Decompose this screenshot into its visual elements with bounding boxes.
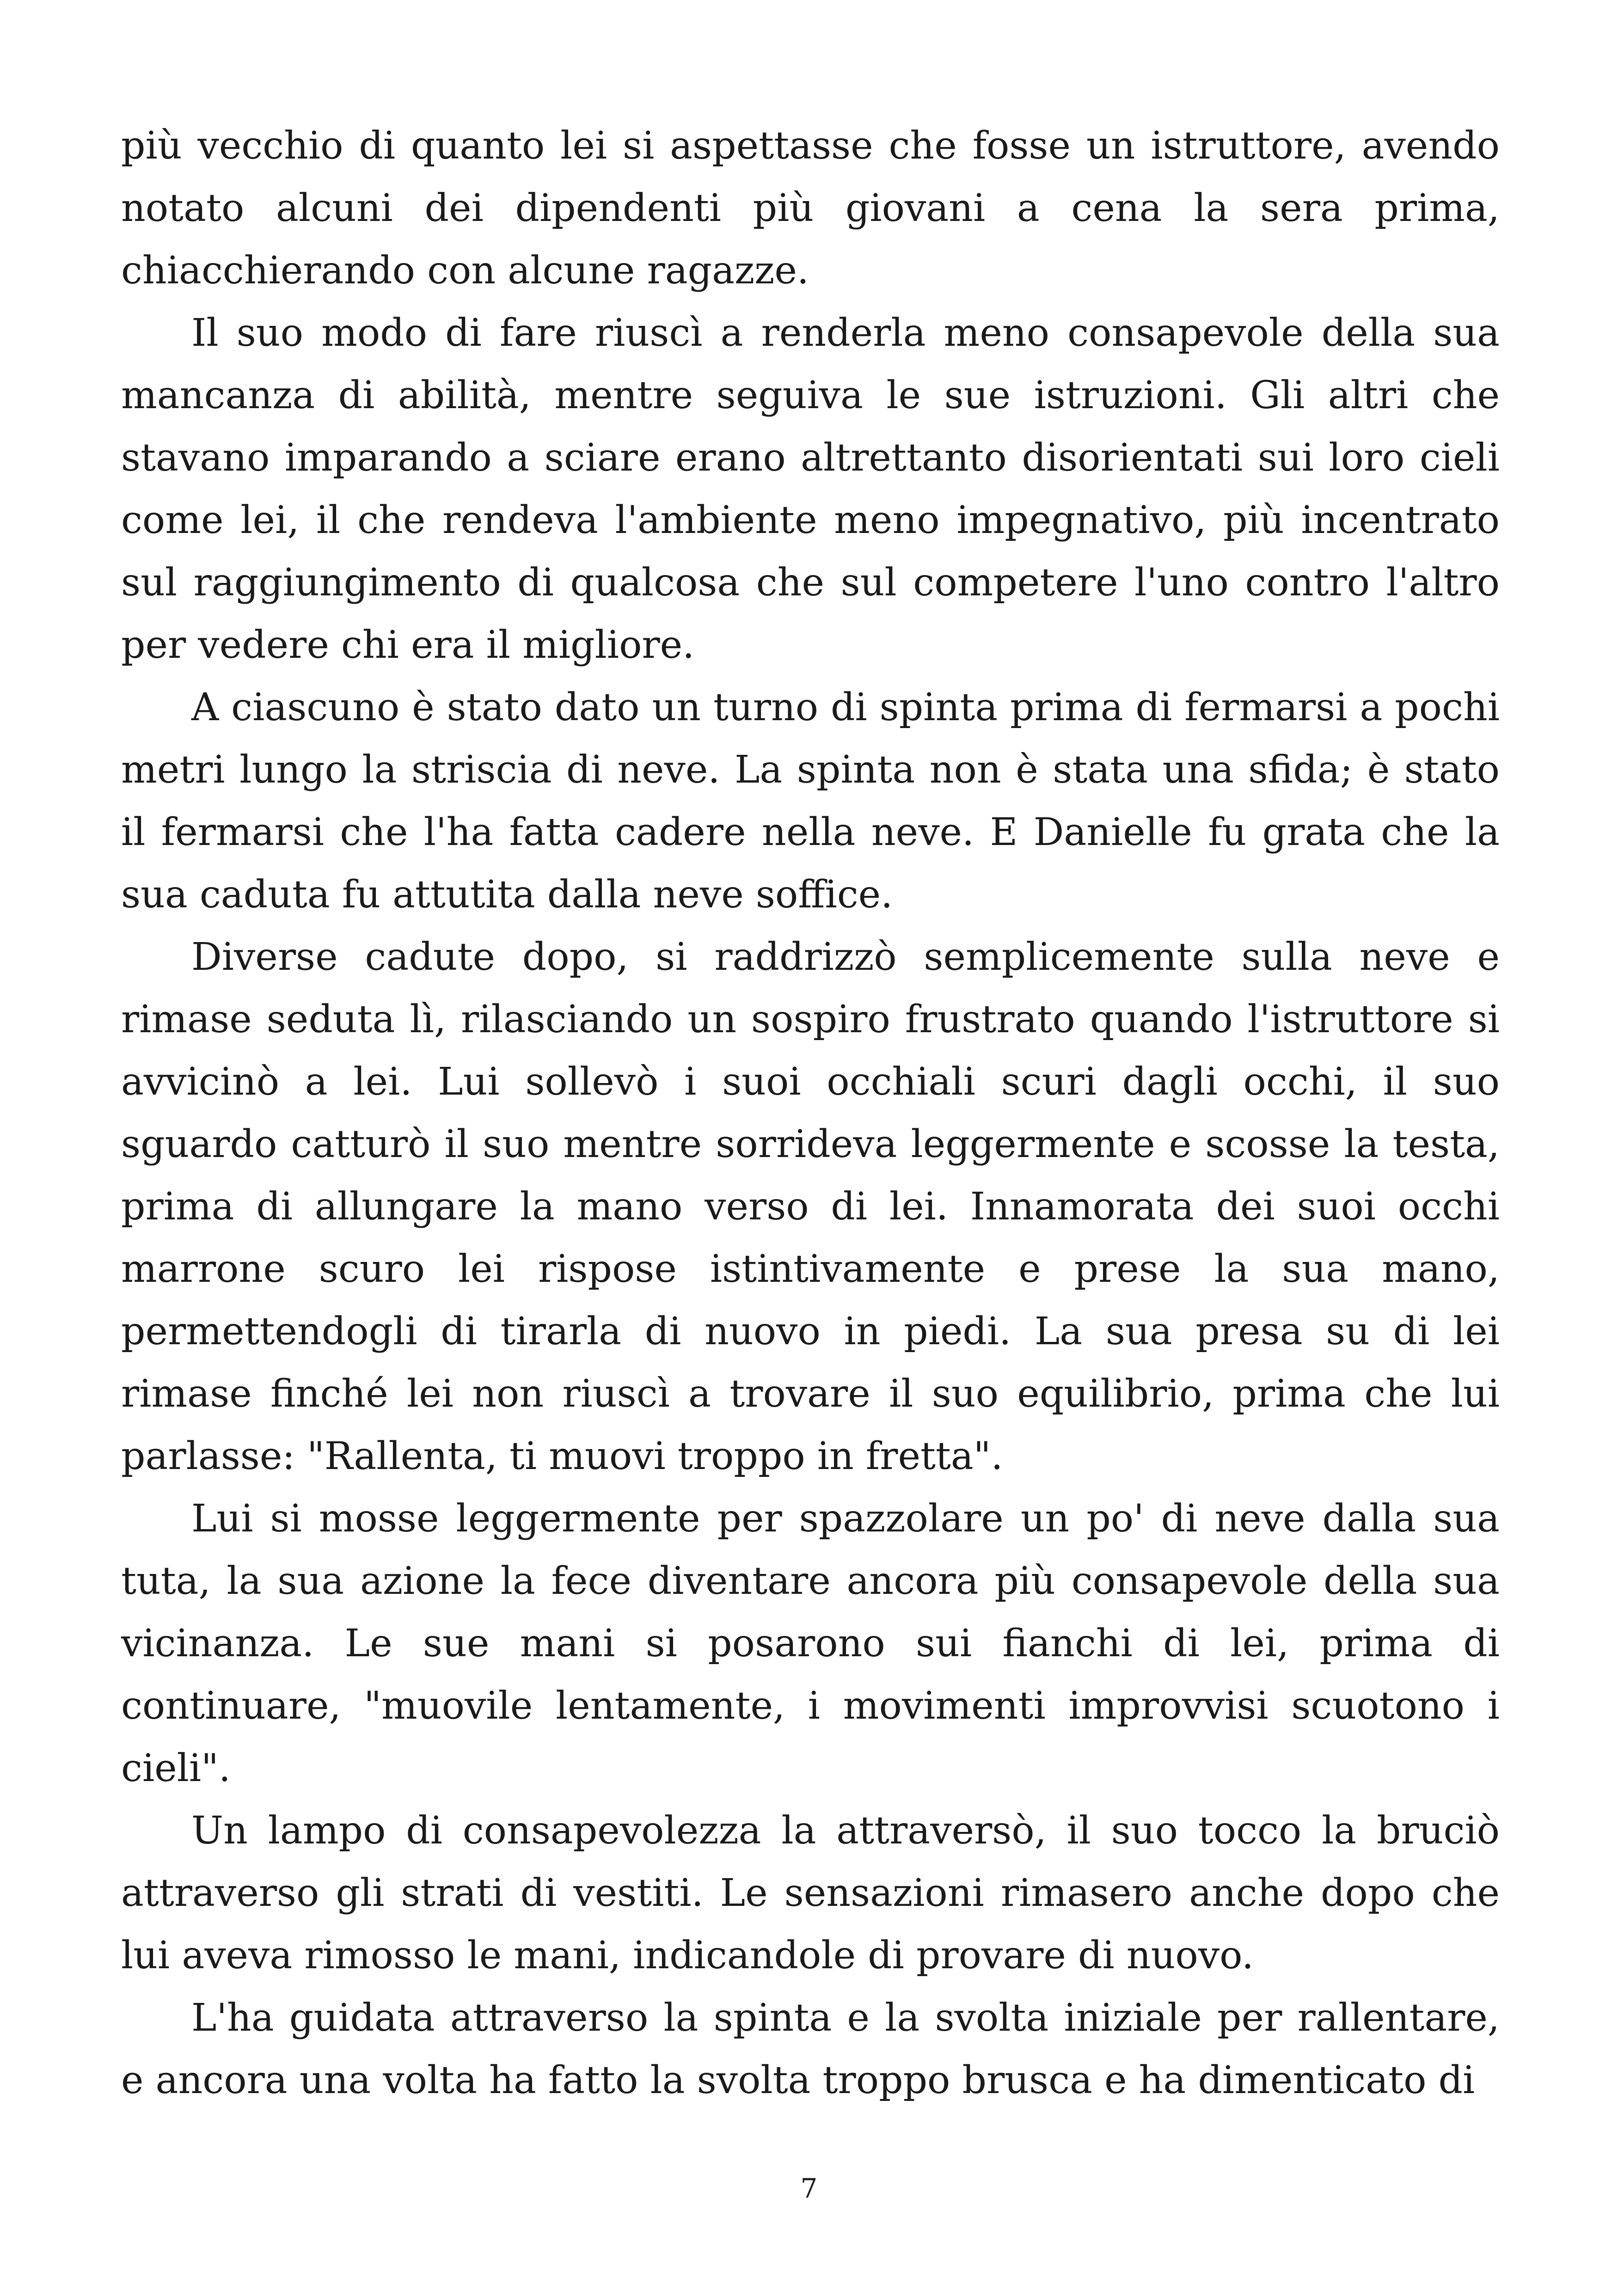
body-text — [121, 115, 1500, 2112]
paragraph-7: L'ha guidata attraverso la spinta e la svolta iniziale per rallentare, e ancora una volta ha fatto la svolta troppo brusca e ha dimenticato di — [121, 1996, 1500, 2102]
paragraph-2: Il suo modo di fare riuscì a renderla meno consapevole della sua mancanza di abilità, mentre seguiva le sue istruzioni. Gli altri che stavano imparando a sciare erano altrettanto disorientati sui loro cieli come lei, il che rendeva l'ambiente meno impegnativo, più incentrato sul raggiungimento di qualcosa che sul competere l'uno contro l'altro per vedere chi era il migliore. — [121, 311, 1500, 667]
paragraph-5: Lui si mosse leggermente per spazzolare un po' di neve dalla sua tuta, la sua azione la fece diventare ancora più consapevole della sua vicinanza. Le sue mani si posarono sui fianchi di lei, prima di continuare, "muovile lentamente, i movimenti improvvisi scuotono i cieli". — [121, 1497, 1500, 1790]
paragraph-6: Un lampo di consapevolezza la attraversò, il suo tocco la bruciò attraverso gli strati di vestiti. Le sensazioni rimasero anche dopo che lui aveva rimosso le mani, indicandole di provare di nuovo. — [121, 1809, 1500, 1978]
paragraph-1: più vecchio di quanto lei si aspettasse che fosse un istruttore, avendo notato alcuni dei dipendenti più giovani a cena la sera prima, chiacchierando con alcune ragazze. — [121, 124, 1500, 293]
page-number: 7 — [800, 2173, 818, 2204]
paragraph-4: Diverse cadute dopo, si raddrizzò semplicemente sulla neve e rimase seduta lì, rilasciando un sospiro frustrato quando l'istruttore si avvicinò a lei. Lui sollevò i suoi occhiali scuri dagli occhi, il suo sguardo catturò il suo mentre sorrideva leggermente e scosse la testa, prima di allungare la mano verso di lei. Innamorata dei suoi occhi marrone scuro lei rispose istintivamente e prese la sua mano, permettendogli di tirarla di nuovo in piedi. La sua presa su di lei rimase finché lei non riuscì a trovare il suo equilibrio, prima che lui parlasse: "Rallenta, ti muovi troppo in fretta". — [121, 935, 1500, 1478]
paragraph-3: A ciascuno è stato dato un turno di spinta prima di fermarsi a pochi metri lungo la striscia di neve. La spinta non è stata una sfida; è stato il fermarsi che l'ha fatta cadere nella neve. E Danielle fu grata che la sua caduta fu attutita dalla neve soffice. — [121, 686, 1500, 917]
